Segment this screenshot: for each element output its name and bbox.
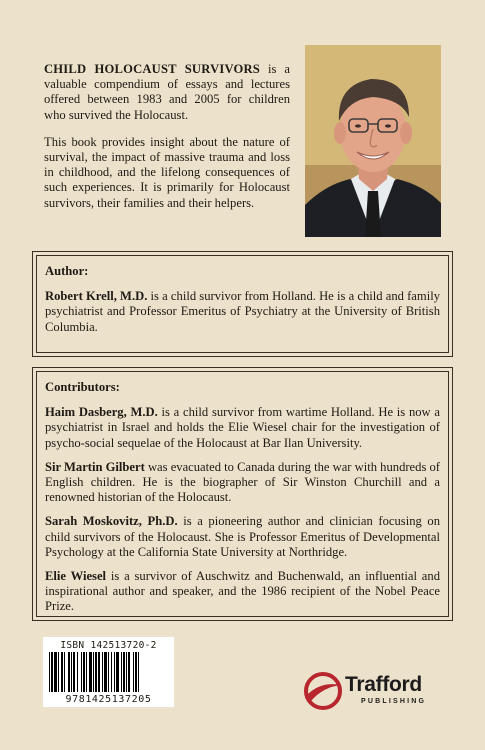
barcode-bar <box>68 652 70 692</box>
barcode-bar <box>95 652 97 692</box>
barcode-bar <box>51 652 53 692</box>
barcode-bar <box>123 652 125 692</box>
book-title: CHILD HOLOCAUST SURVIVORS <box>44 62 261 76</box>
publisher-subtitle: PUBLISHING <box>361 698 427 705</box>
publisher-name: Trafford <box>345 673 422 696</box>
barcode-bar <box>61 652 63 692</box>
barcode-digits: 9781425137205 <box>65 694 152 705</box>
barcode-bar <box>89 652 92 692</box>
barcode-bar <box>138 652 139 692</box>
contributor-name: Elie Wiesel <box>45 569 107 584</box>
author-bio-text: is a child survivor from Holland. He is a child and family psychiatrist and Professor Emeritus of Psychiatry at the University of British Columbia. <box>45 289 440 334</box>
barcode-bar <box>116 652 119 692</box>
contributor-bio-text: was evacuated to Canada during the war with hundreds of English children. He is the biographer of Sir Winston Churchill and a renowned historian of the Holocaust. <box>45 459 440 505</box>
barcode-bars <box>49 652 168 692</box>
contributor-bio-text: is a pioneering author and clinician focusing on child survivors of the Holocaust. She is Professor Emeritus of Developmental Psychology at the California State University at Northridge. <box>45 514 440 559</box>
barcode-bar <box>133 652 134 692</box>
blurb-paragraph-1 <box>44 62 290 123</box>
barcode-bar <box>64 652 65 692</box>
barcode-bar <box>102 652 103 692</box>
contributor-bio-text: is a survivor of Auschwitz and Buchenwald, an influential and inspirational author and speaker, and the 1986 recipient of the Nobel Peace Prize. <box>45 569 440 614</box>
blurb-paragraph-2: This book provides insight about the nature of survival, the impact of massive trauma and loss in childhood, and the lifelong consequences of such experiences. It is primarily for Holocaust survivors, their families and their helpers. <box>44 134 290 210</box>
contributors-heading: Contributors: <box>45 380 120 394</box>
contributor-bio <box>45 460 440 506</box>
author-photo <box>305 45 441 237</box>
barcode-bar <box>77 652 78 692</box>
author-box-content <box>45 264 440 344</box>
barcode-bar <box>111 652 112 692</box>
contributors-box-content <box>45 380 440 624</box>
contributor-name: Sir Martin Gilbert <box>45 459 145 474</box>
contributor-name: Haim Dasberg, M.D. <box>45 405 158 420</box>
barcode-bar <box>121 652 122 692</box>
author-name: Robert Krell, M.D. <box>45 289 148 304</box>
publisher-logo <box>303 669 453 713</box>
contributor-bio <box>45 569 440 615</box>
author-bio <box>45 289 440 335</box>
barcode-bar <box>114 652 115 692</box>
author-heading: Author: <box>45 264 89 278</box>
trafford-swoosh-icon <box>303 671 343 711</box>
contributors-box <box>32 367 453 621</box>
barcode-bar <box>135 652 137 692</box>
barcode-bar <box>58 652 59 692</box>
barcode-bar <box>104 652 107 692</box>
isbn-label: ISBN 142513720-2 <box>60 640 157 651</box>
author-box <box>32 251 453 357</box>
barcode-bar <box>49 652 50 692</box>
blurb-text-1: is a valuable compendium of essays and lectures offered between 1983 and 2005 for children who survived the Holocaust. <box>44 62 290 122</box>
barcode-bar <box>83 652 85 692</box>
blurb <box>44 62 290 223</box>
barcode-bar <box>98 652 100 692</box>
contributor-bio <box>45 514 440 560</box>
barcode-bar <box>71 652 72 692</box>
contributor-bio-text: is a child survivor from wartime Holland. He is now a psychiatrist in Israel and holds the Elie Wiesel chair for the investigation of psycho-social sequelae of the Holocaust at Bar Ilan University. <box>45 405 440 450</box>
contributor-bio <box>45 405 440 451</box>
isbn-barcode <box>43 637 174 707</box>
barcode-bar <box>128 652 130 692</box>
barcode-bar <box>73 652 75 692</box>
barcode-bar <box>108 652 109 692</box>
barcode-bar <box>81 652 82 692</box>
barcode-bar <box>86 652 87 692</box>
barcode-bar <box>93 652 94 692</box>
contributor-name: Sarah Moskovitz, Ph.D. <box>45 514 178 529</box>
barcode-bar <box>126 652 127 692</box>
barcode-bar <box>54 652 57 692</box>
